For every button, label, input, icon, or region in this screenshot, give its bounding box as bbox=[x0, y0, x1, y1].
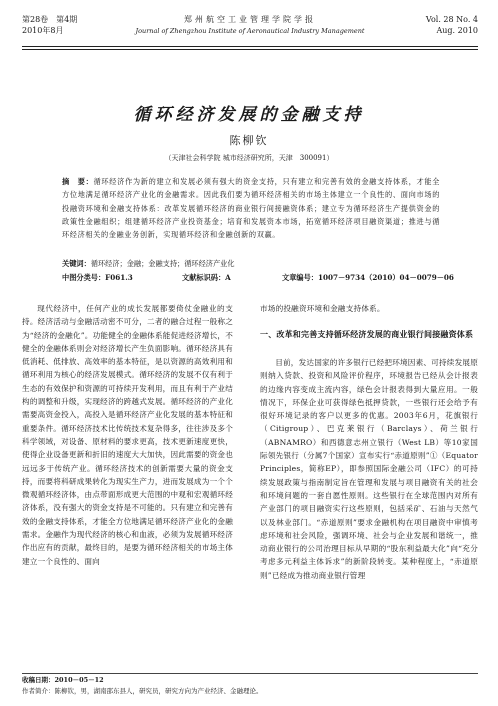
footnote-rule bbox=[22, 673, 478, 674]
header-rule-thick bbox=[22, 46, 478, 47]
journal-name-en: Journal of Zhengzhou Institute of Aeronautical Industry Management bbox=[135, 27, 365, 35]
abstract-label: 摘 要： bbox=[62, 177, 94, 186]
clc-number: 中图分类号：F061.3 bbox=[62, 273, 133, 282]
volume-info bbox=[426, 14, 478, 36]
author-affiliation: （天津社会科学院 城市经济研究所，天津 300091） bbox=[164, 154, 334, 162]
keywords-text: 循环经济；金融；金融支持；循环经济产业化 bbox=[90, 259, 235, 268]
document-code: 文献标识码：A bbox=[182, 273, 231, 282]
volume-line-2: Aug. 2010 bbox=[436, 26, 478, 35]
keywords-label: 关键词： bbox=[62, 259, 91, 268]
keywords bbox=[62, 258, 440, 270]
author-bio: 作者简介：陈柳钦，男，湖南邵东县人，研究员，研究方向为产业经济、金融理论。 bbox=[22, 687, 263, 695]
journal-name-cn: 郑州航空工业管理学院学报 bbox=[184, 15, 316, 24]
header-rule-thin bbox=[22, 49, 478, 50]
article-title: 循环经济发展的金融支持 bbox=[133, 105, 365, 125]
article-number: 文章编号：1007－9734（2010）04－0079－06 bbox=[282, 273, 454, 282]
issue-line-2: 2010年8月 bbox=[22, 26, 64, 35]
volume-line-1: Vol. 28 No. 4 bbox=[425, 15, 478, 24]
author-name: 陈柳钦 bbox=[229, 134, 269, 147]
body-right-continuation: 市场的投融资环境和金融支持体系。 bbox=[260, 304, 385, 313]
received-date: 收稿日期：2010－05－12 bbox=[22, 676, 104, 684]
body-left-column: 现代经济中，任何产业的成长发展都要倚仗金融业的支持。经济活动与金融活动密不可分，二者的融合过程一般称之为“经济的金融化”。功能健全的金融体系能促进经济增长，不健全的金融体系则会对经济增长产生负面影响。循环经济具有低消耗、低排放、高效率的基本特征，是以资源的高效利用和循环利用为核心的经济发展模式。循环经济的发展不仅有利于生态的有效保护和资源的可持续开发利用，而且有利于产业结构的调整和升级，实现经济的跨越式发展。循环经济的产业化需要高资金投入，高投入是循环经济产业化发展的基本特征和重要条件。循环经济技术比传统技术复杂得多，往往涉及多个科学领域，对设备、原材料的要求更高，技术更新速度更快，使得企业设备更新和折旧的速度大大加快，因此需要的资金也远远多于传统产业。循环经济技术的创新需要大量的资金支持，而要将科研成果转化为现实生产力，进而发展成为一个个微观循环经济体，由点带面形成更大范围的中观和宏观循环经济体系，没有强大的资金支持是不可能的。只有建立和完善有效的金融支持体系，才能全方位地满足循环经济产业化的金融需求。金融作为现代经济的核心和血液，必须为发展循环经济作出应有的贡献，最终目的，是要为循环经济相关的市场主体建立一个良性的、面向 bbox=[22, 304, 233, 566]
running-header bbox=[22, 14, 478, 48]
issue-line-1: 第28卷 第4期 bbox=[22, 15, 78, 24]
abstract-text: 循环经济作为新的建立和发展必须有强大的资金支持，只有建立和完善有效的金融支持体系，才能全方位地满足循环经济产业化的金融需求。因此我们要为循环经济相关的市场主体建立一个良性的、面向市场的投融资环境和金融支持体系：改革发展循环经济的商业银行间接融资体系；建立专为循环经济生产提供资金的政策性金融组织；组建循环经济产业投资基金；培育和发展资本市场，拓宽循环经济项目融资渠道；推进与循环经济相关的金融业务创新，实现循环经济和金融创新的双赢。 bbox=[62, 177, 441, 240]
section-heading: 一、改革和完善支持循环经济发展的商业银行间接融资体系 bbox=[260, 329, 474, 339]
abstract bbox=[62, 175, 440, 241]
classification-line bbox=[62, 272, 482, 284]
body-right-paragraph: 目前，发达国家的许多银行已经把环境因素、可持续发展原则纳入贷款、投资和风险评价程序，环境报告已经从会计报表的边缘内容变成主流内容，绿色会计报表得到大量应用。一般情况下，环保企业可获得绿色抵押贷款，一些银行还会给予有很好环境记录的客户以更多的优惠。2003年6月，花旗银行（Citigroup）、巴克莱银行（Barclays）、荷兰银行（ABNAMRO）和西德意志州立银行（West LB）等10家国际领先银行（分属7个国家）宣布实行“赤道原则”①（Equator Principles，简称EP），即参照国际金融公司（IFC）的可持续发展政策与指南制定旨在管理和发展与项目融资有关的社会和环境问题的一套自愿性原则。这些银行在全球范围内对所有产业部门的项目融资实行这些原则，包括采矿、石油与天然气以及林业部门。“赤道原则”要求金融机构在项目融资中审慎考虑环境和社会风险，强调环境、社会与企业发展和谐统一，推动商业银行的公司治理目标从早期的“股东利益最大化”向“充分考虑多元利益主体诉求”的新阶段转变。某种程度上，“赤道原则”已经成为推动商业银行管理 bbox=[260, 358, 478, 580]
